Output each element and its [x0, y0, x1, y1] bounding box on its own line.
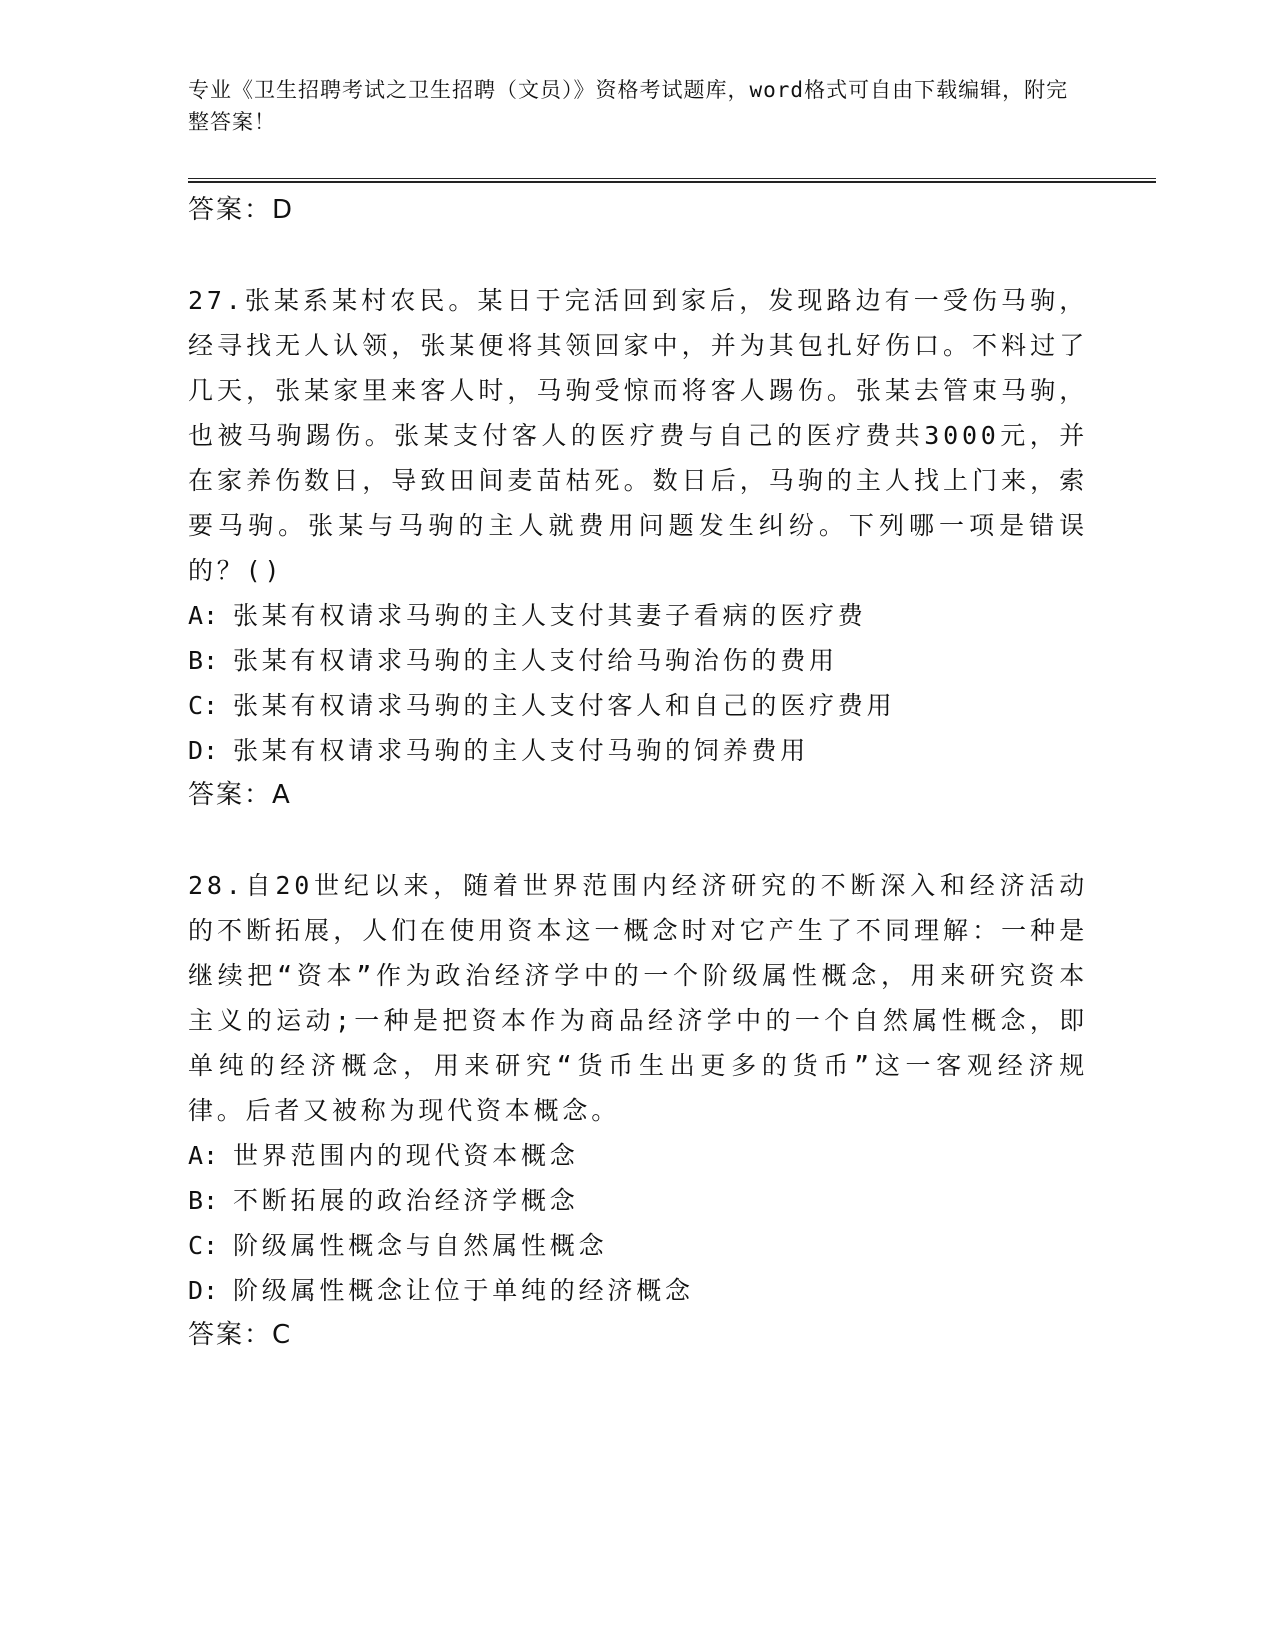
option-d [188, 728, 1088, 773]
header-divider [188, 178, 1156, 183]
option-key: B: [188, 1186, 219, 1215]
option-text: 张某有权请求马驹的主人支付马驹的饲养费用 [233, 736, 810, 765]
option-d [188, 1268, 1088, 1313]
option-key: A: [188, 1141, 219, 1170]
option-text: 阶级属性概念让位于单纯的经济概念 [233, 1276, 694, 1305]
option-c [188, 1223, 1088, 1268]
option-b [188, 638, 1088, 683]
option-a [188, 1133, 1088, 1178]
option-key: C: [188, 691, 219, 720]
option-text: 张某有权请求马驹的主人支付其妻子看病的医疗费 [233, 601, 867, 630]
option-key: D: [188, 1276, 219, 1305]
option-text: 张某有权请求马驹的主人支付客人和自己的医疗费用 [233, 691, 896, 720]
page-header: 专业《卫生招聘考试之卫生招聘（文员）》资格考试题库，word格式可自由下载编辑，附完整答案！ [188, 78, 1069, 134]
answer-27: 答案：A [188, 780, 292, 810]
option-text: 不断拓展的政治经济学概念 [233, 1186, 579, 1215]
previous-answer: 答案：D [188, 195, 295, 225]
option-text: 世界范围内的现代资本概念 [233, 1141, 579, 1170]
question-28 [188, 863, 1088, 1358]
question-text: 27.张某系某村农民。某日于完活回到家后，发现路边有一受伤马驹，经寻找无人认领，张某便将其领回家中，并为其包扎好伤口。不料过了几天，张某家里来客人时，马驹受惊而将客人踢伤。张某去管束马驹，也被马驹踢伤。张某支付客人的医疗费与自己的医疗费共3000元，并在家养伤数日，导致田间麦苗枯死。数日后，马驹的主人找上门来，索要马驹。张某与马驹的主人就费用问题发生纠纷。下列哪一项是错误的？() [188, 286, 1088, 585]
option-key: B: [188, 646, 219, 675]
answer-28: 答案：C [188, 1320, 293, 1350]
option-text: 张某有权请求马驹的主人支付给马驹治伤的费用 [233, 646, 838, 675]
question-27 [188, 278, 1088, 818]
question-text: 28.自20世纪以来，随着世界范围内经济研究的不断深入和经济活动的不断拓展，人们在使用资本这一概念时对它产生了不同理解：一种是继续把“资本”作为政治经济学中的一个阶级属性概念，用来研究资本主义的运动;一种是把资本作为商品经济学中的一个自然属性概念，即单纯的经济概念，用来研究“货币生出更多的货币”这一客观经济规律。后者又被称为现代资本概念。 [188, 871, 1088, 1125]
option-text: 阶级属性概念与自然属性概念 [233, 1231, 608, 1260]
option-key: D: [188, 736, 219, 765]
option-key: A: [188, 601, 219, 630]
option-key: C: [188, 1231, 219, 1260]
option-c [188, 683, 1088, 728]
document-body [188, 188, 1088, 1358]
option-a [188, 593, 1088, 638]
option-b [188, 1178, 1088, 1223]
